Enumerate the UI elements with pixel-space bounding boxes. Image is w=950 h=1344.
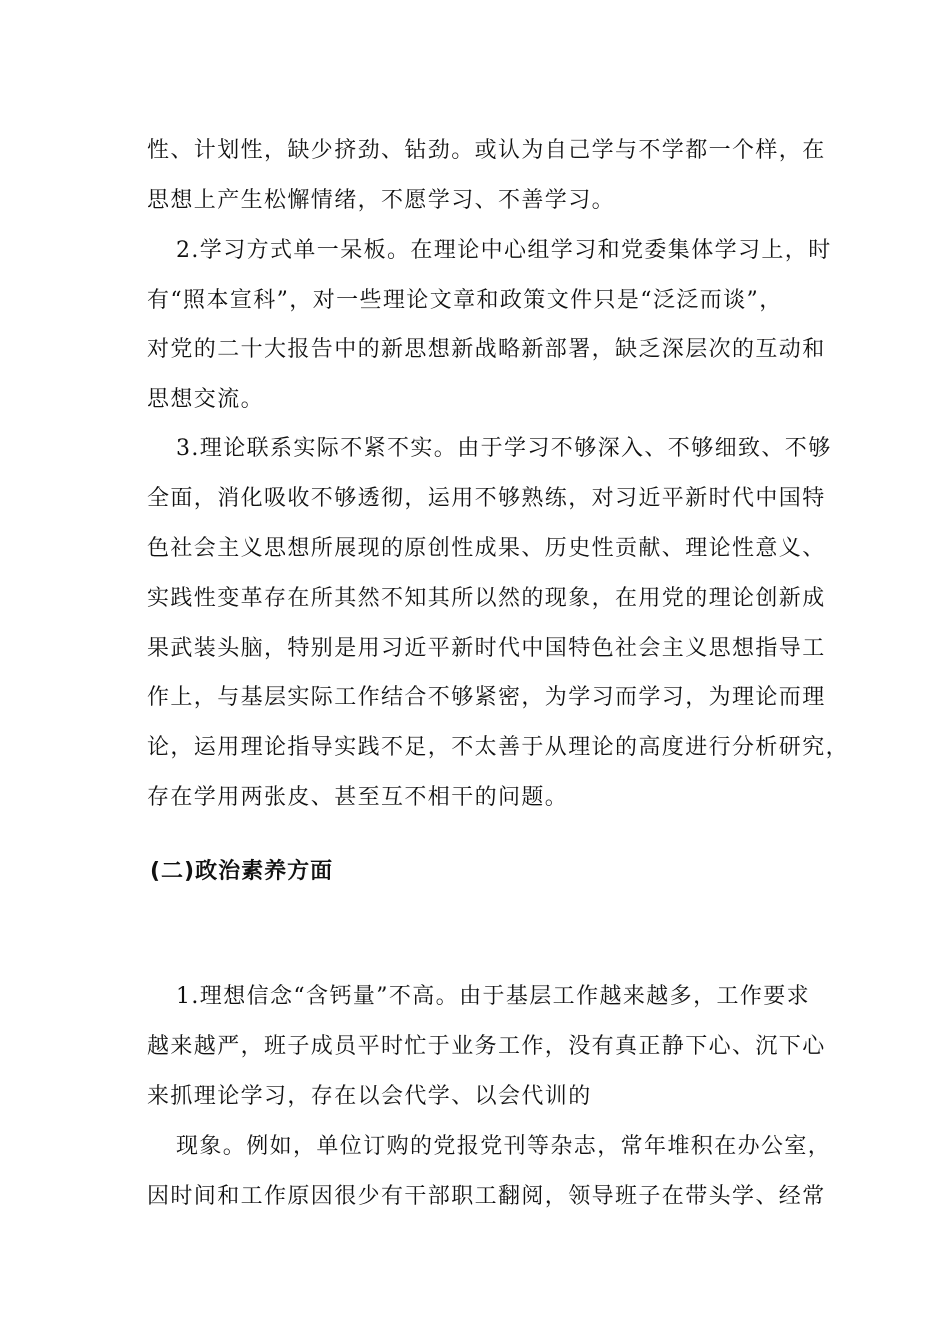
text-line: 3.理论联系实际不紧不实。由于学习不够深入、不够细致、不够 xyxy=(176,436,832,461)
text-line: 来抓理论学习，存在以会代学、以会代训的 xyxy=(147,1084,592,1109)
text-line: 存在学用两张皮、甚至互不相干的问题。 xyxy=(147,785,569,810)
text-line: 思想上产生松懈情绪，不愿学习、不善学习。 xyxy=(147,188,616,213)
text-line: 思想交流。 xyxy=(147,387,265,412)
text-line: 论，运用理论指导实践不足，不太善于从理论的高度进行分析研究， xyxy=(147,735,850,760)
text-line: 对党的二十大报告中的新思想新战略新部署，缺乏深层次的互动和 xyxy=(147,337,826,362)
text-line: 果武装头脑，特别是用习近平新时代中国特色社会主义思想指导工 xyxy=(147,636,826,661)
text-line: 色社会主义思想所展现的原创性成果、历史性贡献、理论性意义、 xyxy=(147,536,826,561)
text-line: 因时间和工作原因很少有干部职工翻阅，领导班子在带头学、经常 xyxy=(147,1184,826,1209)
text-line: 越来越严，班子成员平时忙于业务工作，没有真正静下心、沉下心 xyxy=(147,1034,826,1059)
text-line: 有“照本宣科”，对一些理论文章和政策文件只是“泛泛而谈”， xyxy=(147,288,783,313)
text-line: 作上，与基层实际工作结合不够紧密，为学习而学习，为理论而理 xyxy=(147,685,826,710)
text-line: 性、计划性，缺少挤劲、钻劲。或认为自己学与不学都一个样，在 xyxy=(147,138,826,163)
section-heading: (二)政治素养方面 xyxy=(150,859,334,884)
text-line: 实践性变革存在所其然不知其所以然的现象，在用党的理论创新成 xyxy=(147,586,826,611)
text-line: 1.理想信念“含钙量”不高。由于基层工作越来越多，工作要求 xyxy=(176,984,811,1009)
text-line: 现象。例如，单位订购的党报党刊等杂志，常年堆积在办公室， xyxy=(176,1134,832,1159)
text-line: 全面，消化吸收不够透彻，运用不够熟练，对习近平新时代中国特 xyxy=(147,486,826,511)
text-line: 2.学习方式单一呆板。在理论中心组学习和党委集体学习上，时 xyxy=(176,238,832,263)
